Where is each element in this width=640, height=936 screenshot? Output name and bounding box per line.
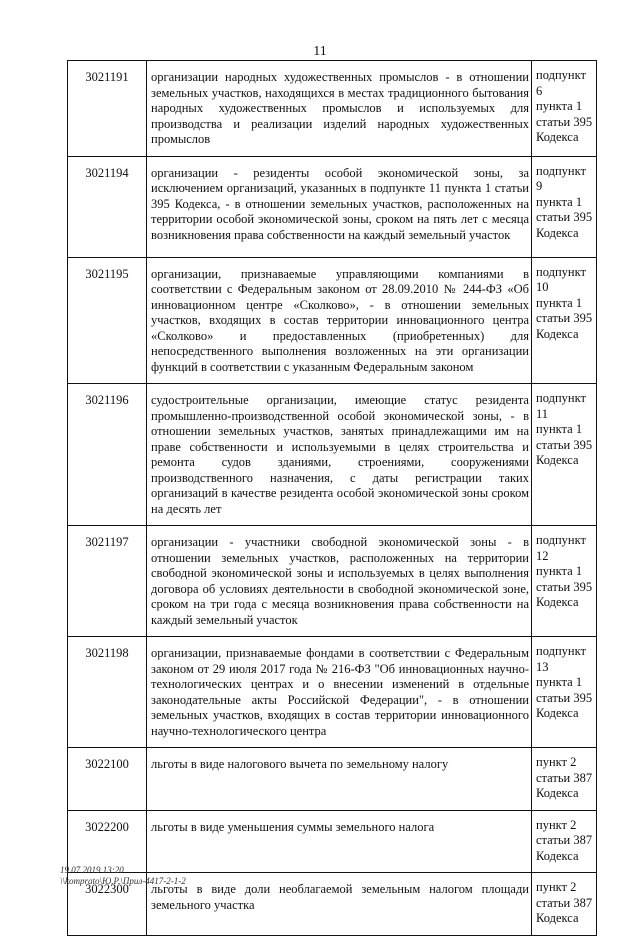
footer-timestamp: 19.07.2019 13:20 [60, 865, 124, 875]
reference-text: пункт 2 статьи 387 Кодекса [536, 817, 593, 863]
footer-file-path: \\komprato\Ю.Р.\Прил-4417-2-1-2 [60, 876, 186, 886]
code-cell: 3021198 [68, 637, 147, 748]
description-cell: организации - резиденты особой экономической зоны, за исключением организаций, указанных в подпункте 11 пункта 1 статьи 395 Кодекса, - в отношении земельных участков, расположенных на территории особой экономической зоны, сроком на пять лет с месяца возникновения права собственности на каждый земельный участок [147, 156, 532, 257]
reference-text: пункт 2 статьи 387 Кодекса [536, 755, 593, 800]
description-cell: судостроительные организации, имеющие статус резидента промышленно-производственной особой экономической зоны, - в отношении земельных участков, занятых принадлежащими им на праве собственности и используемыми в целях строительства и ремонта судов зданиями, строениями, сооружениями производственного назначения, с даты регистрации таких организаций в качестве резидента особой экономической зоны сроком на десять лет [147, 384, 532, 526]
table-row [68, 637, 597, 748]
table-row [68, 526, 597, 637]
description-cell: организации, признаваемые фондами в соответствии с Федеральным законом от 29 июля 2017 года № 216-ФЗ "Об инновационных научно-технологических центрах и о внесении изменений в отдельные законодательные акты Российской Федерации", - в отношении земельных участков, входящих в состав территории инновационного научно-технологического центра [147, 637, 532, 748]
reference-text: подпункт 11 пункта 1 статьи 395 Кодекса [536, 391, 593, 467]
description-cell: организации - участники свободной экономической зоны - в отношении земельных участков, расположенных на территории свободной экономической зоны и используемых в целях выполнения договора об условиях деятельности в свободной экономической зоне, сроком на три года с месяца возникновения права собственности на каждый земельный участок [147, 526, 532, 637]
reference-text: подпункт 10 пункта 1 статьи 395 Кодекса [536, 264, 593, 341]
reference-cell [532, 257, 597, 384]
code-cell: 3021196 [68, 384, 147, 526]
table-row [68, 156, 597, 257]
reference-cell [532, 637, 597, 748]
code-cell: 3021194 [68, 156, 147, 257]
tax-benefit-codes-table [67, 60, 597, 936]
description-cell: льготы в виде налогового вычета по земельному налогу [147, 748, 532, 811]
description-cell: организации, признаваемые управляющими компаниями в соответствии с Федеральным законом от 28.09.2010 № 244-ФЗ «Об инновационном центре «Сколково», - в отношении земельных участков, входящих в состав территории инновационного центра «Сколково» и предоставленных (приобретенных) для непосредственного выполнения возложенных на эти организации функций в соответствии с указанным Федеральным законом [147, 257, 532, 384]
reference-text: пункт 2 статьи 387 Кодекса [536, 880, 593, 925]
description-cell: организации народных художественных промыслов - в отношении земельных участков, находящихся в местах традиционного бытования народных художественных промыслов и используемых для производства и реализации изделий народных художественных промыслов [147, 61, 532, 157]
document-footer [60, 865, 186, 887]
table-row [68, 61, 597, 157]
table-row [68, 748, 597, 811]
code-cell: 3022300 [68, 873, 147, 936]
code-cell: 3021191 [68, 61, 147, 157]
reference-cell [532, 748, 597, 811]
reference-cell [532, 873, 597, 936]
description-cell: льготы в виде доли необлагаемой земельным налогом площади земельного участка [147, 873, 532, 936]
page-number: 11 [313, 44, 327, 59]
reference-cell [532, 156, 597, 257]
reference-cell [532, 384, 597, 526]
code-cell: 3021197 [68, 526, 147, 637]
code-cell: 3021195 [68, 257, 147, 384]
code-cell: 3022100 [68, 748, 147, 811]
reference-text: подпункт 13 пункта 1 статьи 395 Кодекса [536, 644, 593, 720]
description-cell: льготы в виде уменьшения суммы земельного налога [147, 810, 532, 873]
reference-cell [532, 526, 597, 637]
table-row [68, 810, 597, 873]
table-row [68, 257, 597, 384]
table-row [68, 384, 597, 526]
reference-text: подпункт 12 пункта 1 статьи 395 Кодекса [536, 533, 593, 609]
reference-text: подпункт 9 пункта 1 статьи 395 Кодекса [536, 163, 593, 240]
reference-cell [532, 61, 597, 157]
code-cell: 3022200 [68, 810, 147, 873]
reference-text: подпункт 6 пункта 1 статьи 395 Кодекса [536, 68, 593, 144]
reference-cell [532, 810, 597, 873]
